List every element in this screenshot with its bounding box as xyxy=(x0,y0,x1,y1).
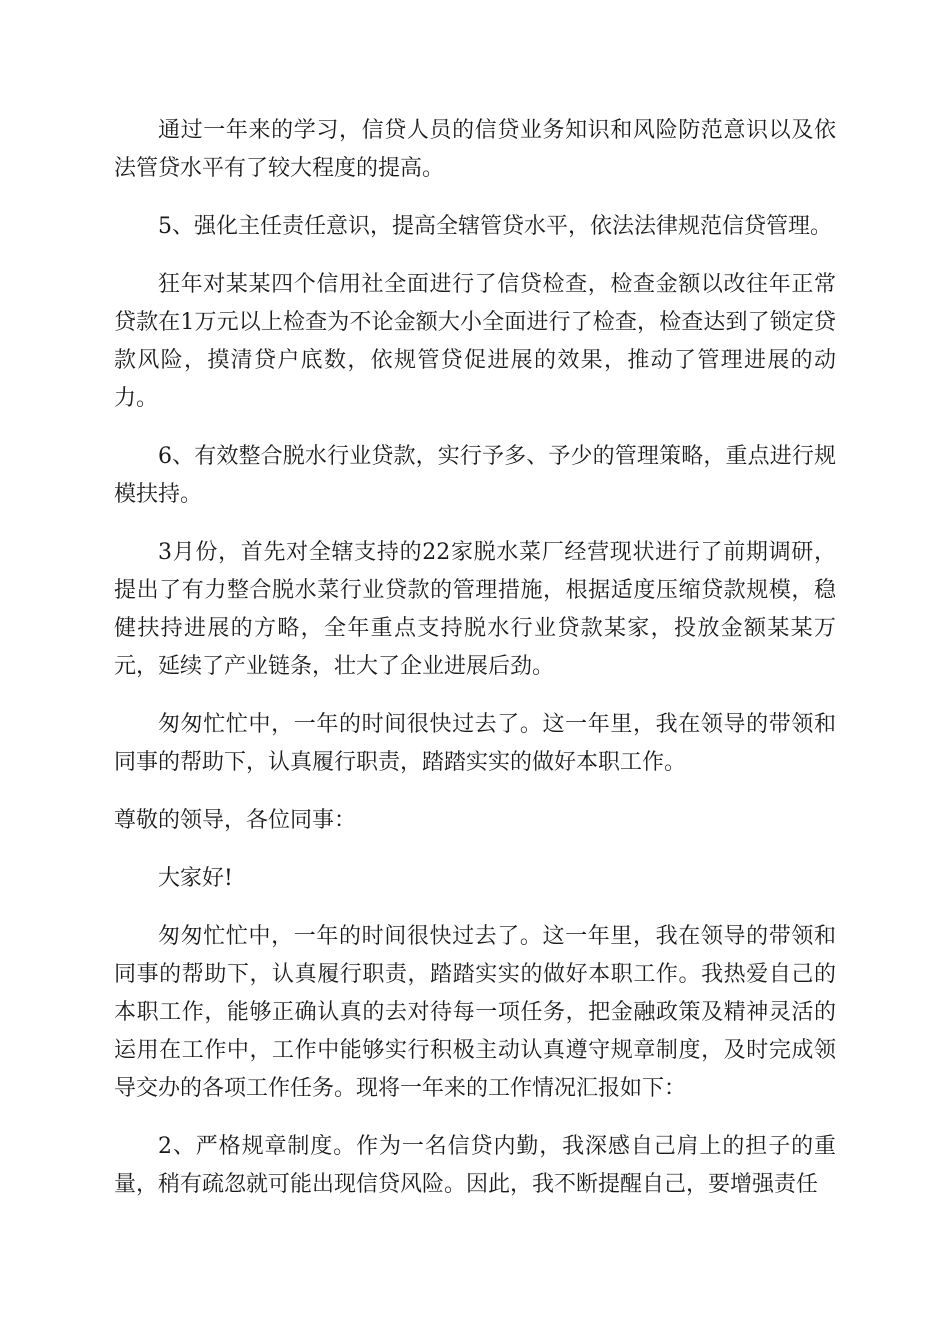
paragraph-credit-inspection: 狂年对某某四个信用社全面进行了信贷检查，检查金额以改往年正常贷款在1万元以上检查为不论金额大小全面进行了检查，检查达到了锁定贷款风险，摸清贷户底数，依规管贷促进展的效果，推动了管理进展的动力。 xyxy=(114,272,836,411)
paragraph-march-research: 3月份，首先对全辖支持的22家脱水菜厂经营现状进行了前期调研，提出了有力整合脱水菜行业贷款的管理措施，根据适度压缩贷款规模，稳健扶持进展的方略，全年重点支持脱水行业贷款某家，投放金额某某万元，延续了产业链条，壮大了企业进展后劲。 xyxy=(114,540,836,679)
paragraph-item-2-regulations: 2、严格规章制度。作为一名信贷内勤，我深感自己肩上的担子的重量，稍有疏忽就可能出现信贷风险。因此，我不断提醒自己，要增强责任 xyxy=(114,1134,836,1197)
paragraph-learning-summary: 通过一年来的学习，信贷人员的信贷业务知识和风险防范意识以及依法管贷水平有了较大程度的提高。 xyxy=(114,118,836,181)
paragraph-item-6-heading: 6、有效整合脱水行业贷款，实行予多、予少的管理策略，重点进行规模扶持。 xyxy=(114,444,836,507)
paragraph-work-report-intro: 匆匆忙忙中，一年的时间很快过去了。这一年里，我在领导的带领和同事的帮助下，认真履行职责，踏踏实实的做好本职工作。我热爱自己的本职工作，能够正确认真的去对待每一项任务，把金融政策及精神灵活的运用在工作中，工作中能够实行积极主动认真遵守规章制度，及时完成领导交办的各项工作任务。现将一年来的工作情况汇报如下： xyxy=(114,924,836,1101)
paragraph-year-passed: 匆匆忙忙中，一年的时间很快过去了。这一年里，我在领导的带领和同事的帮助下，认真履行职责，踏踏实实的做好本职工作。 xyxy=(114,712,836,775)
greeting: 大家好! xyxy=(158,866,233,891)
salutation: 尊敬的领导，各位同事： xyxy=(114,808,357,833)
document-body xyxy=(114,112,836,1224)
paragraph-item-5-heading: 5、强化主任责任意识，提高全辖管贷水平，依法法律规范信贷管理。 xyxy=(158,214,832,239)
